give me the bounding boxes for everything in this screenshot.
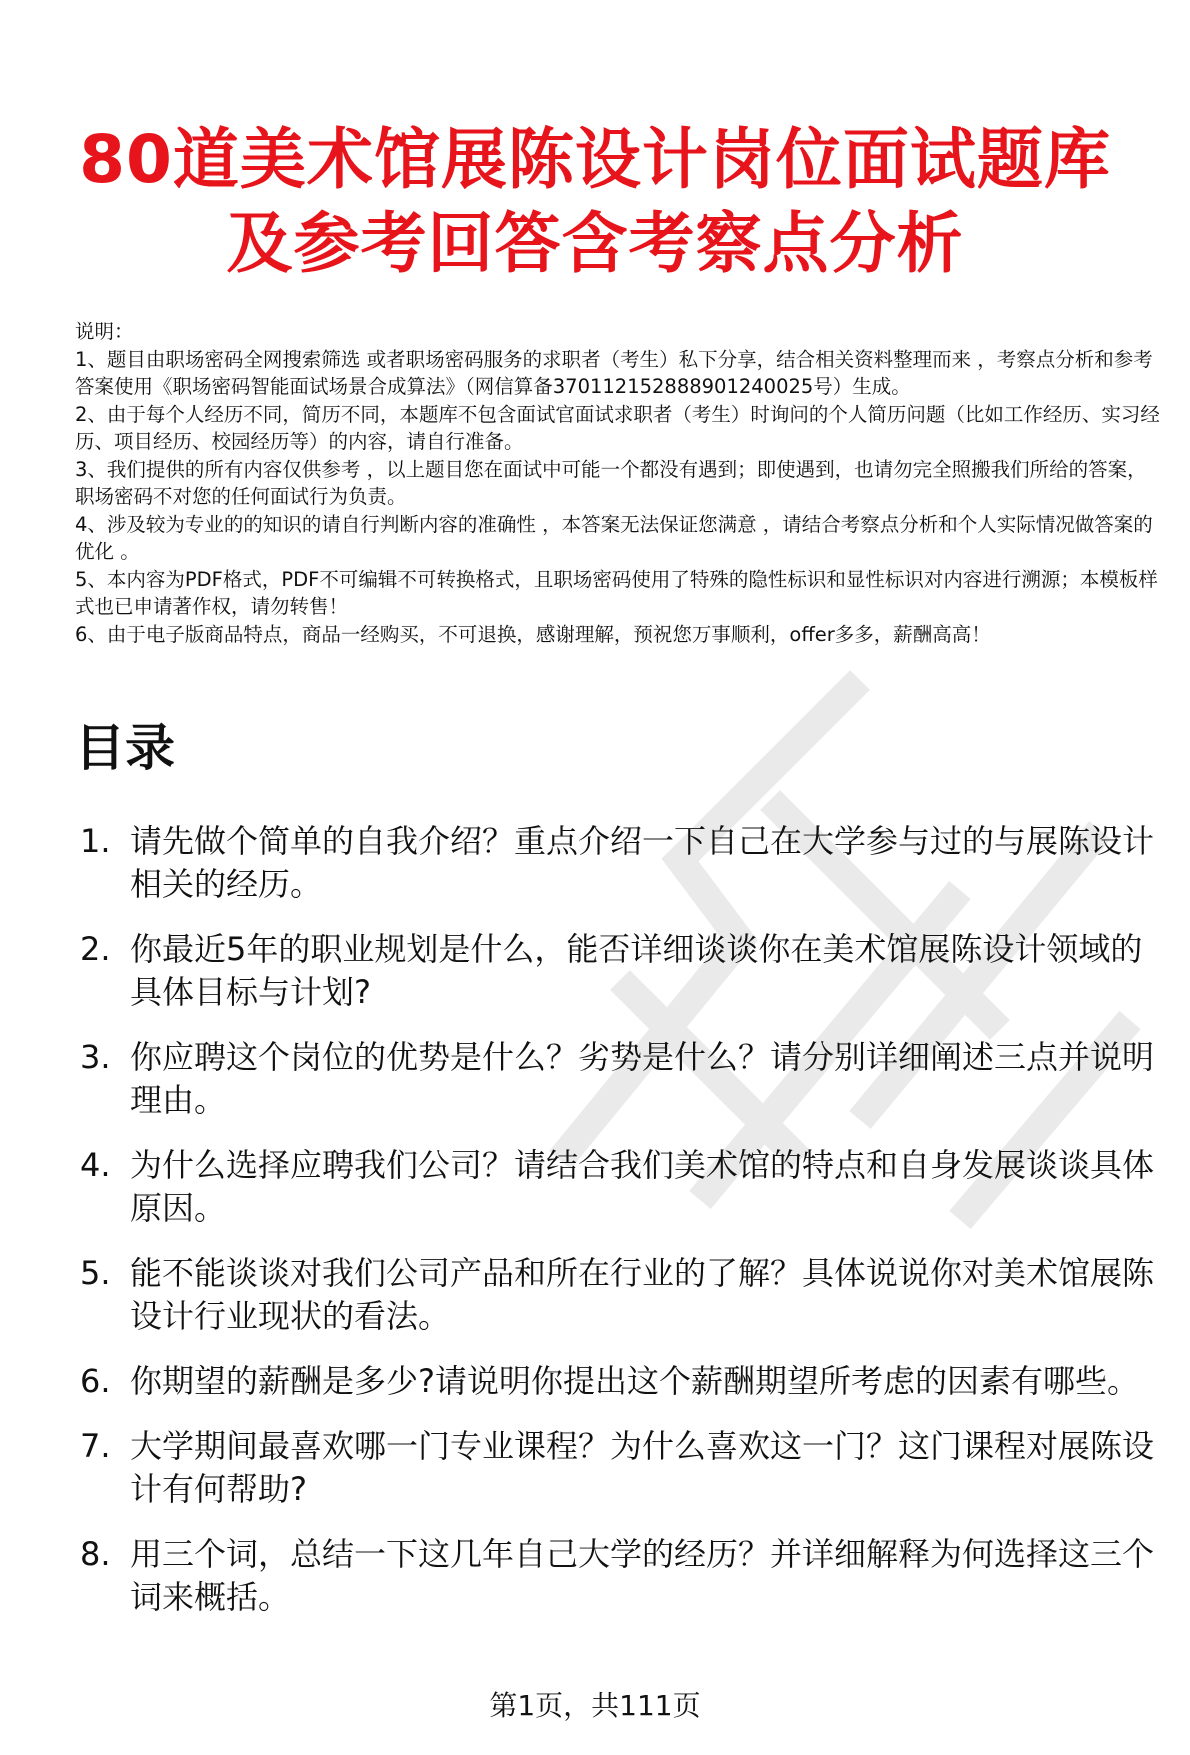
toc-item-text: 为什么选择应聘我们公司？请结合我们美术馆的特点和自身发展谈谈具体原因。 <box>130 1146 1155 1227</box>
toc-item-number: 8. <box>80 1535 111 1573</box>
note-item-2: 2、由于每个人经历不同，简历不同，本题库不包含面试官面试求职者（考生）时询问的个人简历问题（比如工作经历、实习经历、项目经历、校园经历等）的内容，请自行准备。 <box>75 402 1160 453</box>
toc-item[interactable] <box>80 1036 1170 1122</box>
toc-item-number: 5. <box>80 1254 111 1292</box>
note-item-5: 5、本内容为PDF格式，PDF不可编辑不可转换格式，且职场密码使用了特殊的隐性标识和显性标识对内容进行溯源；本模板样式也已申请著作权，请勿转售！ <box>75 567 1158 618</box>
page-footer: 第1页，共111页 <box>489 1689 701 1722</box>
toc-item-number: 2. <box>80 930 111 968</box>
note-item-4: 4、涉及较为专业的的知识的请自行判断内容的准确性 ，本答案无法保证您满意 ，请结合考察点分析和个人实际情况做答案的优化 。 <box>75 512 1153 563</box>
toc-item[interactable] <box>80 820 1170 906</box>
toc-item[interactable] <box>80 1425 1170 1511</box>
toc-item-text: 你应聘这个岗位的优势是什么？劣势是什么？请分别详细阐述三点并说明理由。 <box>130 1038 1155 1119</box>
toc-item[interactable] <box>80 928 1170 1014</box>
toc-item-text: 用三个词，总结一下这几年自己大学的经历？并详细解释为何选择这三个词来概括。 <box>130 1535 1155 1616</box>
toc-item-number: 6. <box>80 1362 111 1400</box>
document-title <box>0 118 1190 286</box>
notes-section <box>75 318 1165 648</box>
note-item-6: 6、由于电子版商品特点，商品一经购买，不可退换，感谢理解，预祝您万事顺利，offer多多，薪酬高高！ <box>75 622 991 646</box>
note-item-3: 3、我们提供的所有内容仅供参考 ，以上题目您在面试中可能一个都没有遇到；即使遇到，也请勿完全照搬我们所给的答案，职场密码不对您的任何面试行为负责。 <box>75 457 1147 508</box>
toc-item-number: 7. <box>80 1427 111 1465</box>
title-line-1: 80道美术馆展陈设计岗位面试题库 <box>79 121 1111 198</box>
toc-item-number: 4. <box>80 1146 111 1184</box>
toc-item-text: 能不能谈谈对我们公司产品和所在行业的了解？具体说说你对美术馆展陈设计行业现状的看法。 <box>130 1254 1155 1335</box>
toc-item-text: 请先做个简单的自我介绍？重点介绍一下自己在大学参与过的与展陈设计相关的经历。 <box>130 822 1155 903</box>
toc-item-text: 大学期间最喜欢哪一门专业课程？为什么喜欢这一门？这门课程对展陈设计有何帮助? <box>130 1427 1155 1508</box>
toc-item[interactable] <box>80 1144 1170 1230</box>
toc-heading: 目录 <box>75 719 175 777</box>
title-line-2: 及参考回答含考察点分析 <box>226 205 964 282</box>
notes-label: 说明： <box>75 320 134 343</box>
toc-item-text: 你最近5年的职业规划是什么，能否详细谈谈你在美术馆展陈设计领域的具体目标与计划? <box>130 930 1143 1011</box>
toc-list <box>80 820 1170 1641</box>
toc-item-text: 你期望的薪酬是多少?请说明你提出这个薪酬期望所考虑的因素有哪些。 <box>130 1362 1139 1400</box>
note-item-1: 1、题目由职场密码全网搜索筛选 或者职场密码服务的求职者（考生）私下分享，结合相关资料整理而来 ，考察点分析和参考答案使用《职场密码智能面试场景合成算法》（网信算备370112152888901240025号）生成。 <box>75 347 1153 398</box>
toc-item[interactable] <box>80 1533 1170 1619</box>
toc-item-number: 1. <box>80 822 111 860</box>
toc-item[interactable] <box>80 1252 1170 1338</box>
toc-item[interactable] <box>80 1360 1170 1403</box>
toc-item-number: 3. <box>80 1038 111 1076</box>
